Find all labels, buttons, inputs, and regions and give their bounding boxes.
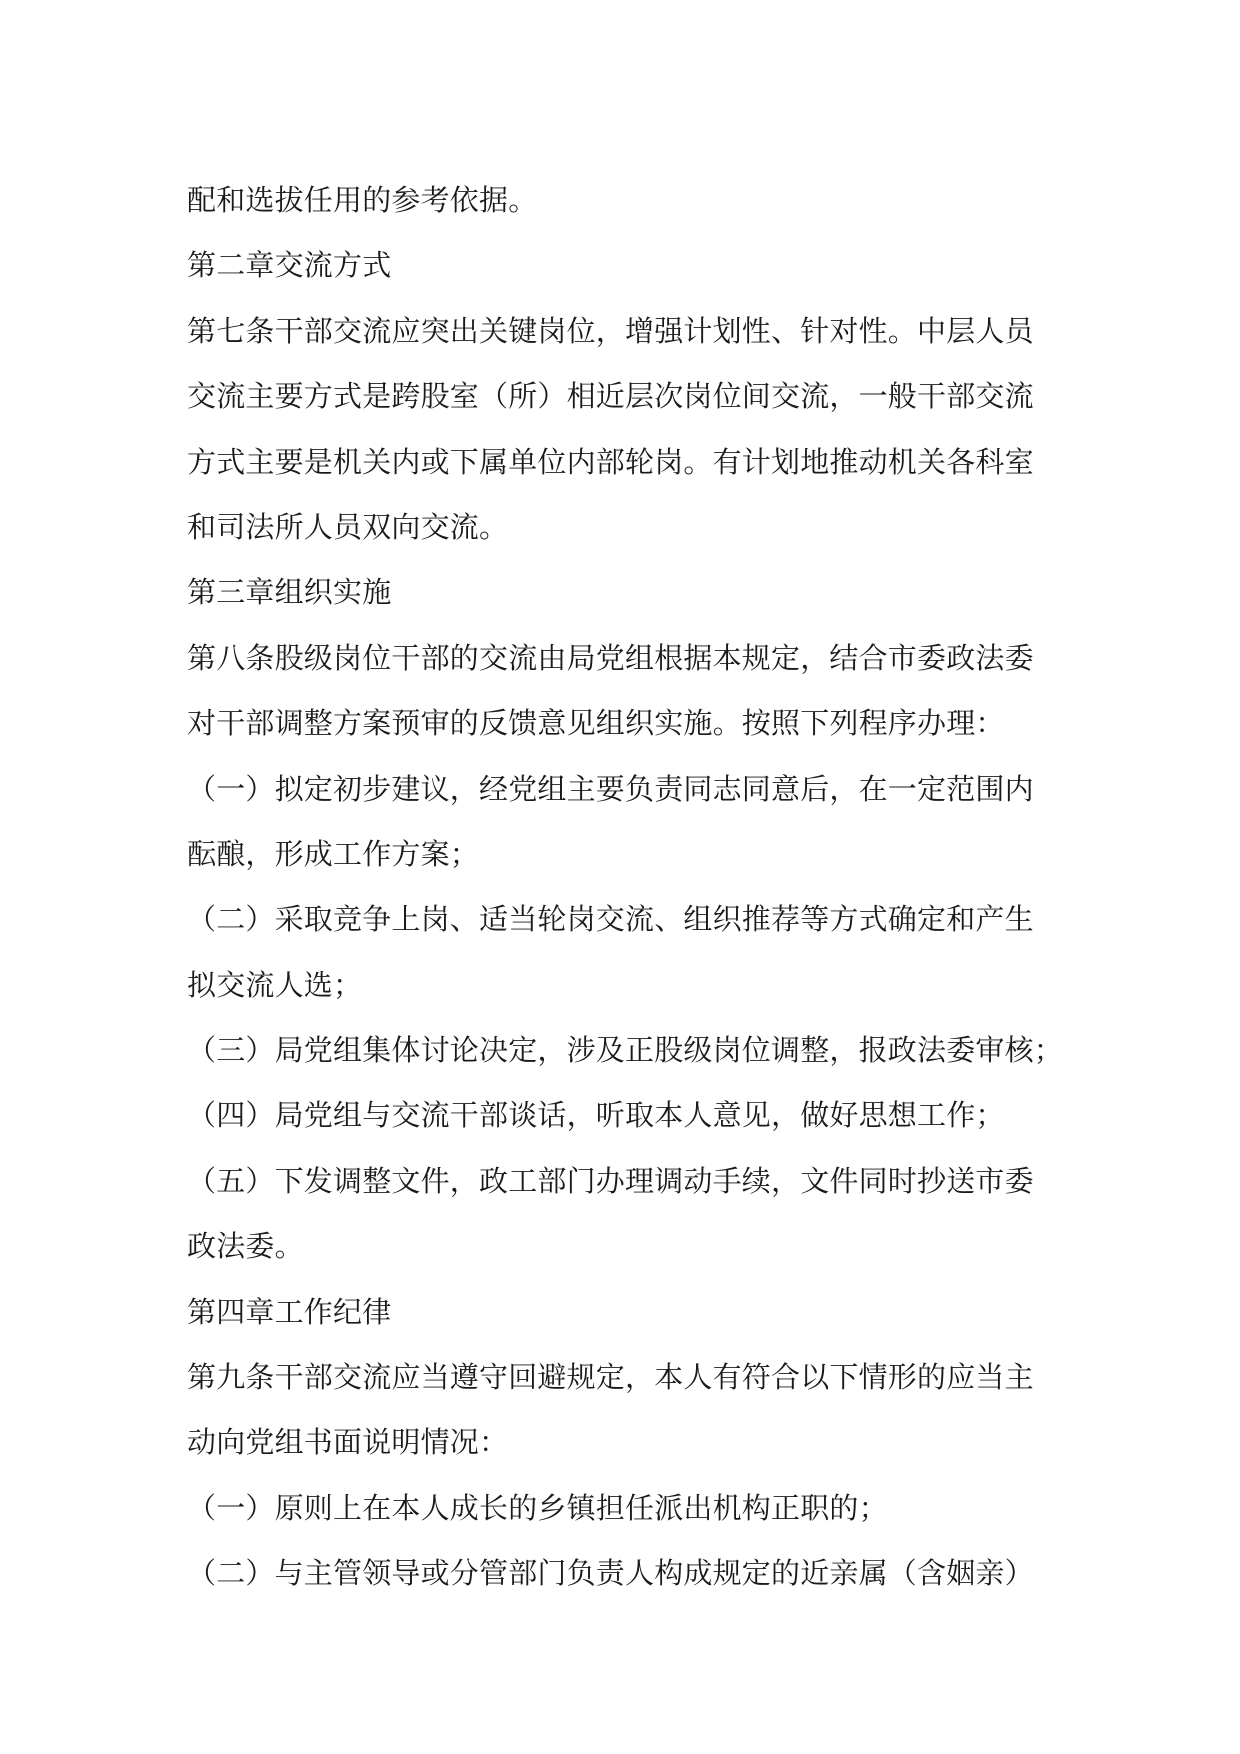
list-item-line: 拟交流人选； — [187, 967, 363, 1002]
text-line: 交流主要方式是跨股室（所）相近层次岗位间交流，一般干部交流 — [187, 379, 1034, 414]
list-item-line: （四）局党组与交流干部谈话，听取本人意见，做好思想工作； — [187, 1098, 1005, 1133]
text-line: 和司法所人员双向交流。 — [187, 509, 509, 544]
chapter-heading: 第三章组织实施 — [187, 575, 392, 610]
text-line: 第九条干部交流应当遵守回避规定，本人有符合以下情形的应当主 — [187, 1360, 1034, 1395]
list-item-line: （三）局党组集体讨论决定，涉及正股级岗位调整，报政法委审核； — [187, 1033, 1064, 1068]
list-item-line: （一）原则上在本人成长的乡镇担任派出机构正职的； — [187, 1490, 888, 1525]
text-line: 动向党组书面说明情况： — [187, 1425, 509, 1460]
list-item-line: （一）拟定初步建议，经党组主要负责同志同意后，在一定范围内 — [187, 771, 1034, 806]
text-line: 对干部调整方案预审的反馈意见组织实施。按照下列程序办理： — [187, 706, 1005, 741]
list-item-line: （二）与主管领导或分管部门负责人构成规定的近亲属（含姻亲） — [187, 1556, 1034, 1591]
list-item-line: 酝酿，形成工作方案； — [187, 836, 480, 871]
chapter-heading: 第二章交流方式 — [187, 248, 392, 283]
text-line: 方式主要是机关内或下属单位内部轮岗。有计划地推动机关各科室 — [187, 444, 1034, 479]
list-item-line: （五）下发调整文件，政工部门办理调动手续，文件同时抄送市委 — [187, 1163, 1034, 1198]
document-body — [187, 174, 1067, 1613]
text-line: 配和选拔任用的参考依据。 — [187, 183, 538, 217]
list-item-line: （二）采取竞争上岗、适当轮岗交流、组织推荐等方式确定和产生 — [187, 902, 1034, 937]
text-line: 第七条干部交流应突出关键岗位，增强计划性、针对性。中层人员 — [187, 313, 1034, 348]
text-line: 第八条股级岗位干部的交流由局党组根据本规定，结合市委政法委 — [187, 640, 1034, 675]
chapter-heading: 第四章工作纪律 — [187, 1294, 392, 1329]
list-item-line: 政法委。 — [187, 1229, 304, 1264]
